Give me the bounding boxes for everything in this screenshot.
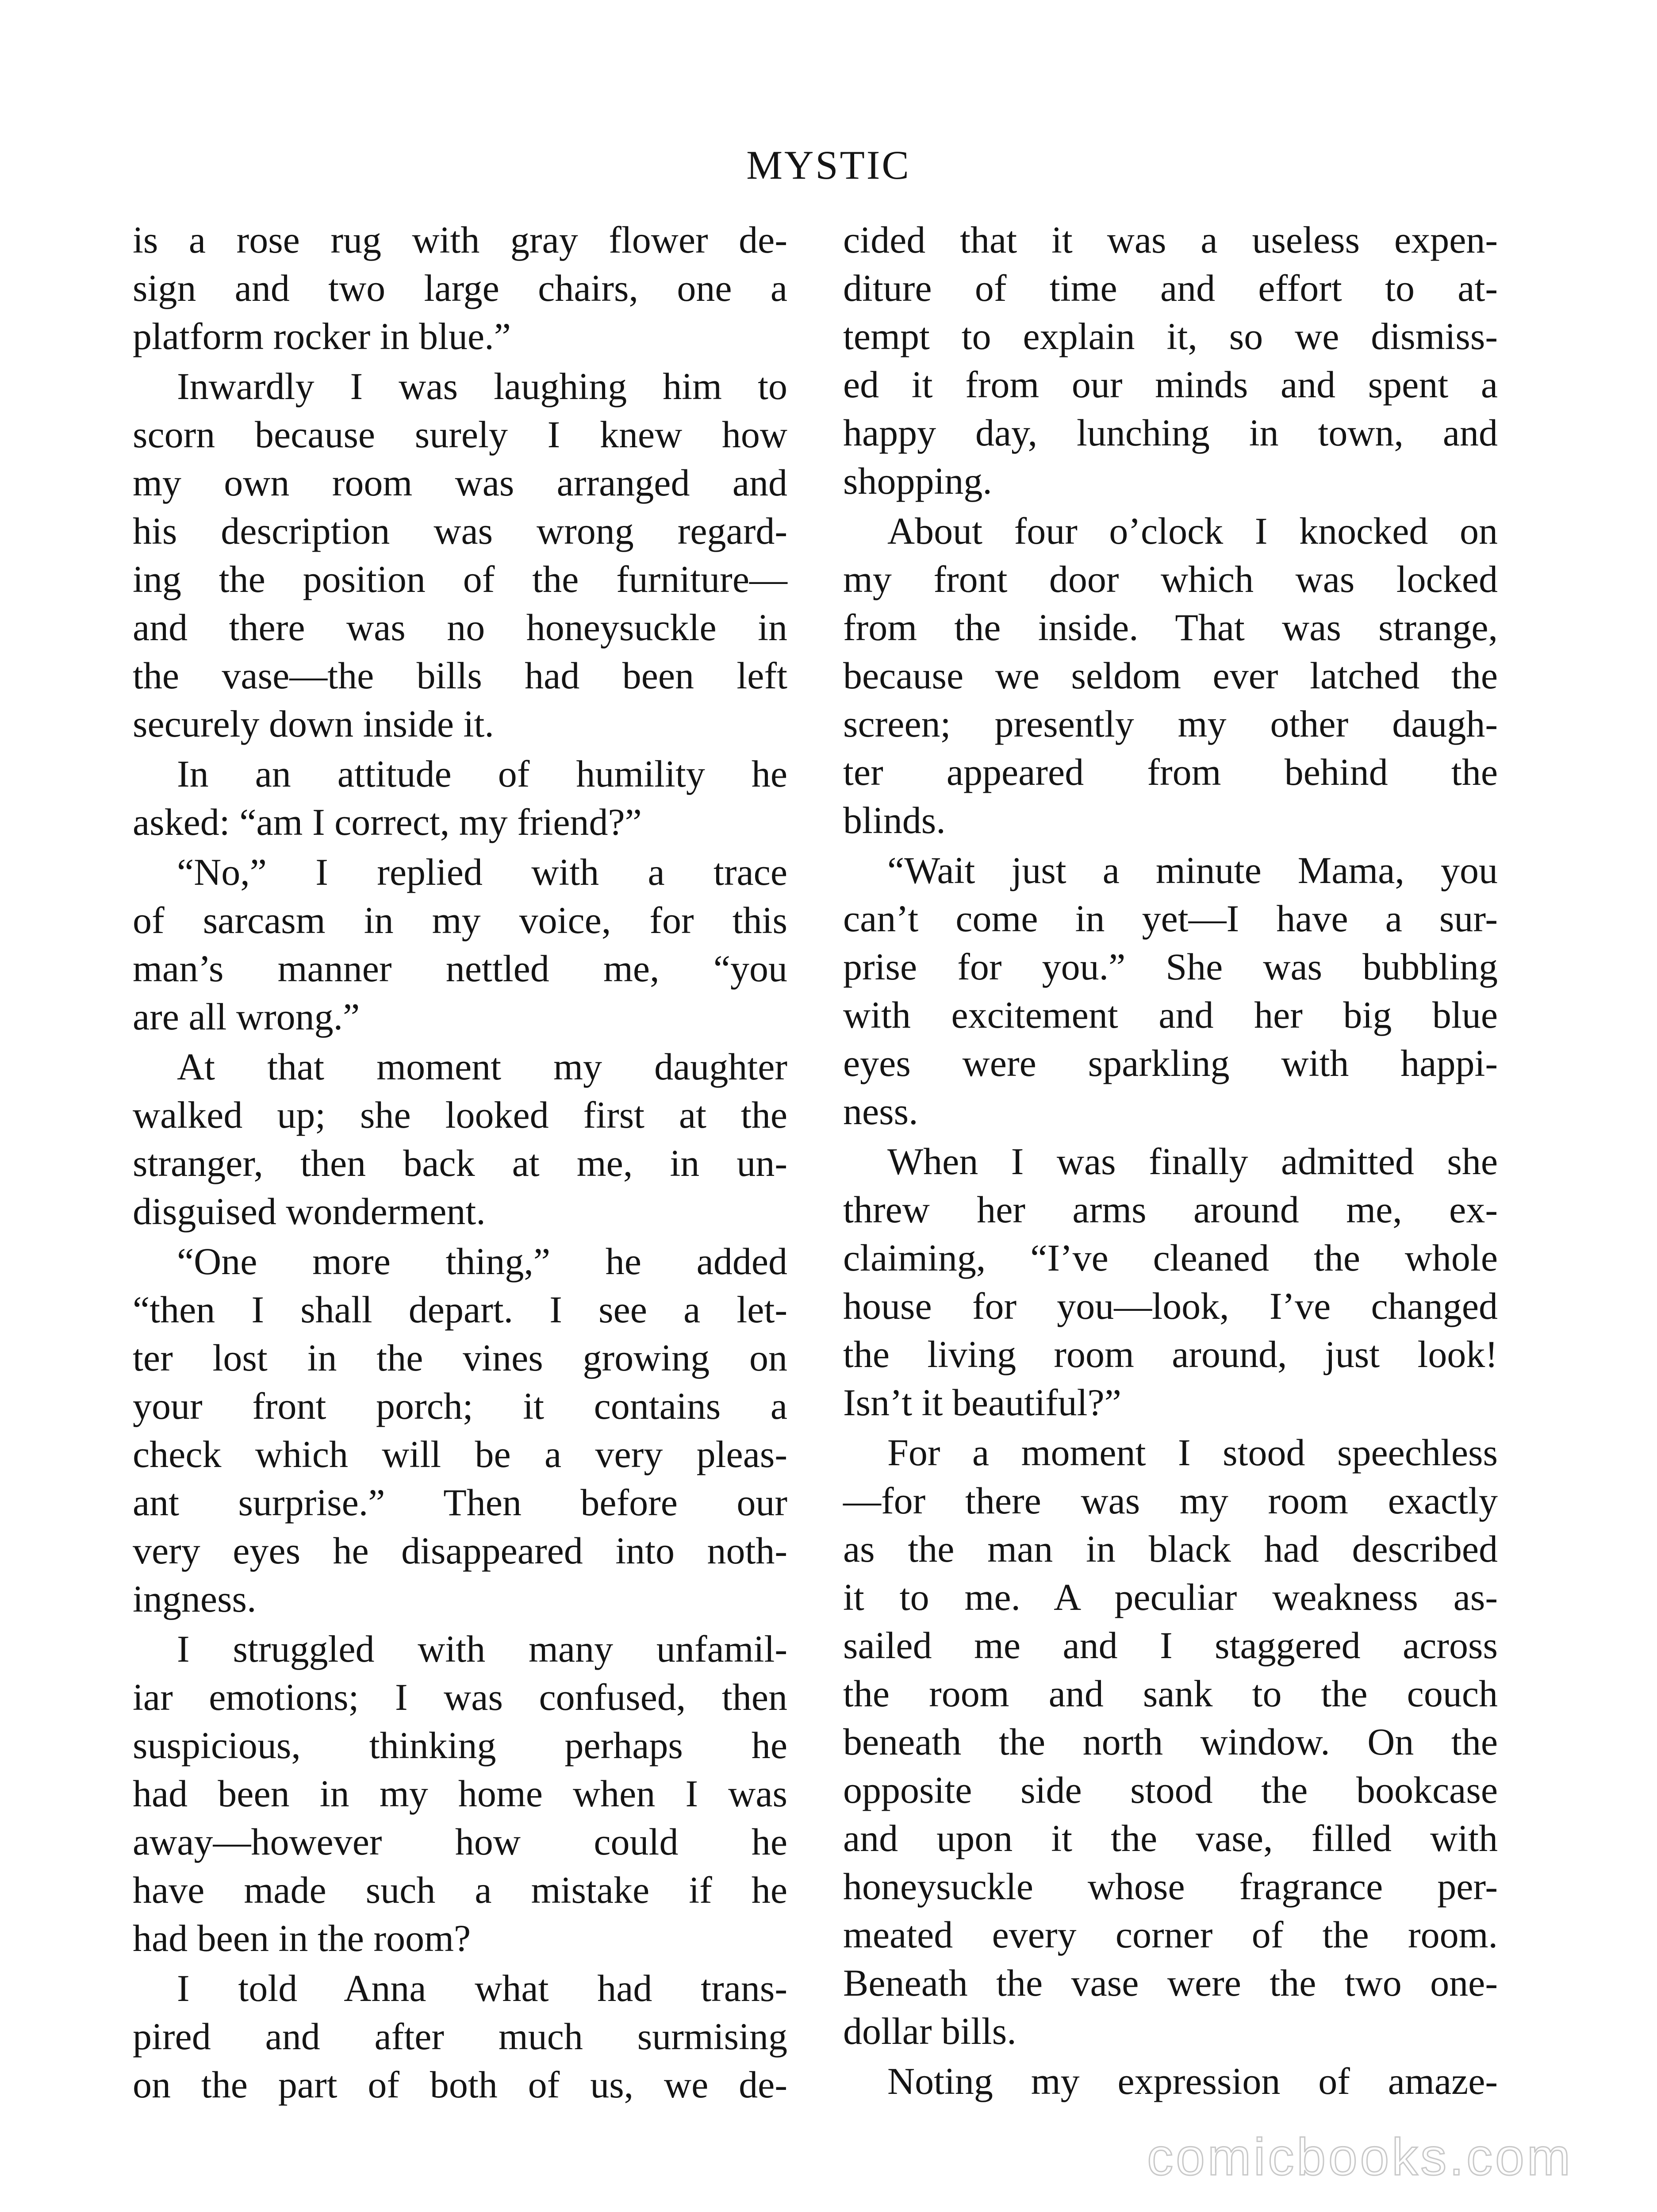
text-line: his description was wrong regard- [133,510,787,552]
text-line: “No,” I replied with a trace [177,851,787,893]
text-line: prise for you.” She was bubbling [843,945,1498,988]
text-line: with excitement and her big blue [843,994,1498,1036]
text-line: had been in the room? [133,1917,471,1959]
text-line: sailed me and I staggered across [843,1624,1498,1667]
text-line: securely down inside it. [133,703,494,745]
text-line: suspicious, thinking perhaps he [133,1724,787,1767]
text-line: is a rose rug with gray flower de- [133,219,787,261]
page-title: MYSTIC [746,142,911,188]
text-line: iar emotions; I was confused, then [133,1676,787,1718]
text-line: Isn’t it beautiful?” [843,1381,1121,1424]
text-line: had been in my home when I was [133,1772,787,1815]
text-line: your front porch; it contains a [133,1385,787,1427]
text-line: claiming, “I’ve cleaned the whole [843,1237,1498,1279]
left-text-column [133,216,787,2109]
text-line: In an attitude of humility he [177,753,787,795]
text-line: blinds. [843,799,946,841]
text-line: diture of time and effort to at- [843,267,1498,309]
text-line: stranger, then back at me, in un- [133,1142,787,1184]
text-line: “One more thing,” he added [177,1240,787,1283]
text-line: For a moment I stood speechless [887,1431,1498,1474]
text-line: sign and two large chairs, one a [133,267,787,309]
right-text-column [843,216,1498,2105]
text-line: of sarcasm in my voice, for this [133,899,787,941]
text-line: happy day, lunching in town, and [843,411,1498,454]
text-line: shopping. [843,460,992,502]
text-line: eyes were sparkling with happi- [843,1042,1498,1084]
text-line: honeysuckle whose fragrance per- [843,1865,1498,1908]
text-line: ness. [843,1090,918,1133]
text-line: from the inside. That was strange, [843,606,1498,649]
text-line: —for there was my room exactly [843,1479,1498,1522]
text-line: At that moment my daughter [177,1045,787,1088]
text-line: Inwardly I was laughing him to [177,365,787,407]
text-line: away—however how could he [133,1820,787,1863]
text-line: beneath the north window. On the [843,1720,1498,1763]
watermark-text: comicbooks.com [1147,2128,1573,2186]
text-line: pired and after much surmising [133,2015,787,2058]
text-line: have made such a mistake if he [133,1869,787,1911]
text-line: threw her arms around me, ex- [843,1188,1498,1231]
text-line: platform rocker in blue.” [133,315,511,357]
text-line: asked: “am I correct, my friend?” [133,801,642,843]
text-line: ter appeared from behind the [843,751,1498,793]
text-line: because we seldom ever latched the [843,654,1498,697]
text-line: my own room was arranged and [133,461,787,504]
text-line: as the man in black had described [843,1528,1498,1570]
text-line: the vase—the bills had been left [133,654,787,697]
text-line: Noting my expression of amaze- [887,2060,1498,2102]
text-line: ingness. [133,1578,257,1620]
text-line: very eyes he disappeared into noth- [133,1529,787,1572]
text-line: man’s manner nettled me, “you [133,947,787,990]
text-line: screen; presently my other daugh- [843,703,1498,745]
text-line: the living room around, just look! [843,1333,1498,1375]
text-line: When I was finally admitted she [887,1140,1498,1183]
text-line: scorn because surely I knew how [133,413,787,456]
text-line: are all wrong.” [133,995,360,1038]
text-line: it to me. A peculiar weakness as- [843,1576,1498,1618]
text-line: meated every corner of the room. [843,1913,1498,1956]
text-line: my front door which was locked [843,558,1498,600]
text-line: “then I shall depart. I see a let- [133,1288,787,1331]
text-line: I struggled with many unfamil- [177,1628,787,1670]
text-line: disguised wonderment. [133,1190,486,1233]
text-line: “Wait just a minute Mama, you [887,849,1498,891]
text-line: ant surprise.” Then before our [133,1481,787,1524]
text-line: dollar bills. [843,2010,1016,2052]
text-line: opposite side stood the bookcase [843,1769,1498,1811]
text-line: ing the position of the furniture— [133,558,787,600]
text-line: and upon it the vase, filled with [843,1817,1498,1859]
text-line: About four o’clock I knocked on [887,510,1498,552]
text-line: can’t come in yet—I have a sur- [843,897,1498,940]
text-line: house for you—look, I’ve changed [843,1285,1498,1327]
text-line: on the part of both of us, we de- [133,2063,787,2106]
text-line: ed it from our minds and spent a [843,363,1498,406]
text-line: check which will be a very pleas- [133,1433,787,1475]
text-line: ter lost in the vines growing on [133,1336,787,1379]
text-line: cided that it was a useless expen- [843,219,1498,261]
text-line: Beneath the vase were the two one- [843,1962,1498,2004]
text-line: I told Anna what had trans- [177,1967,787,2009]
text-line: walked up; she looked first at the [133,1094,787,1136]
text-line: the room and sank to the couch [843,1672,1498,1715]
text-line: tempt to explain it, so we dismiss- [843,315,1498,357]
text-line: and there was no honeysuckle in [133,606,787,649]
